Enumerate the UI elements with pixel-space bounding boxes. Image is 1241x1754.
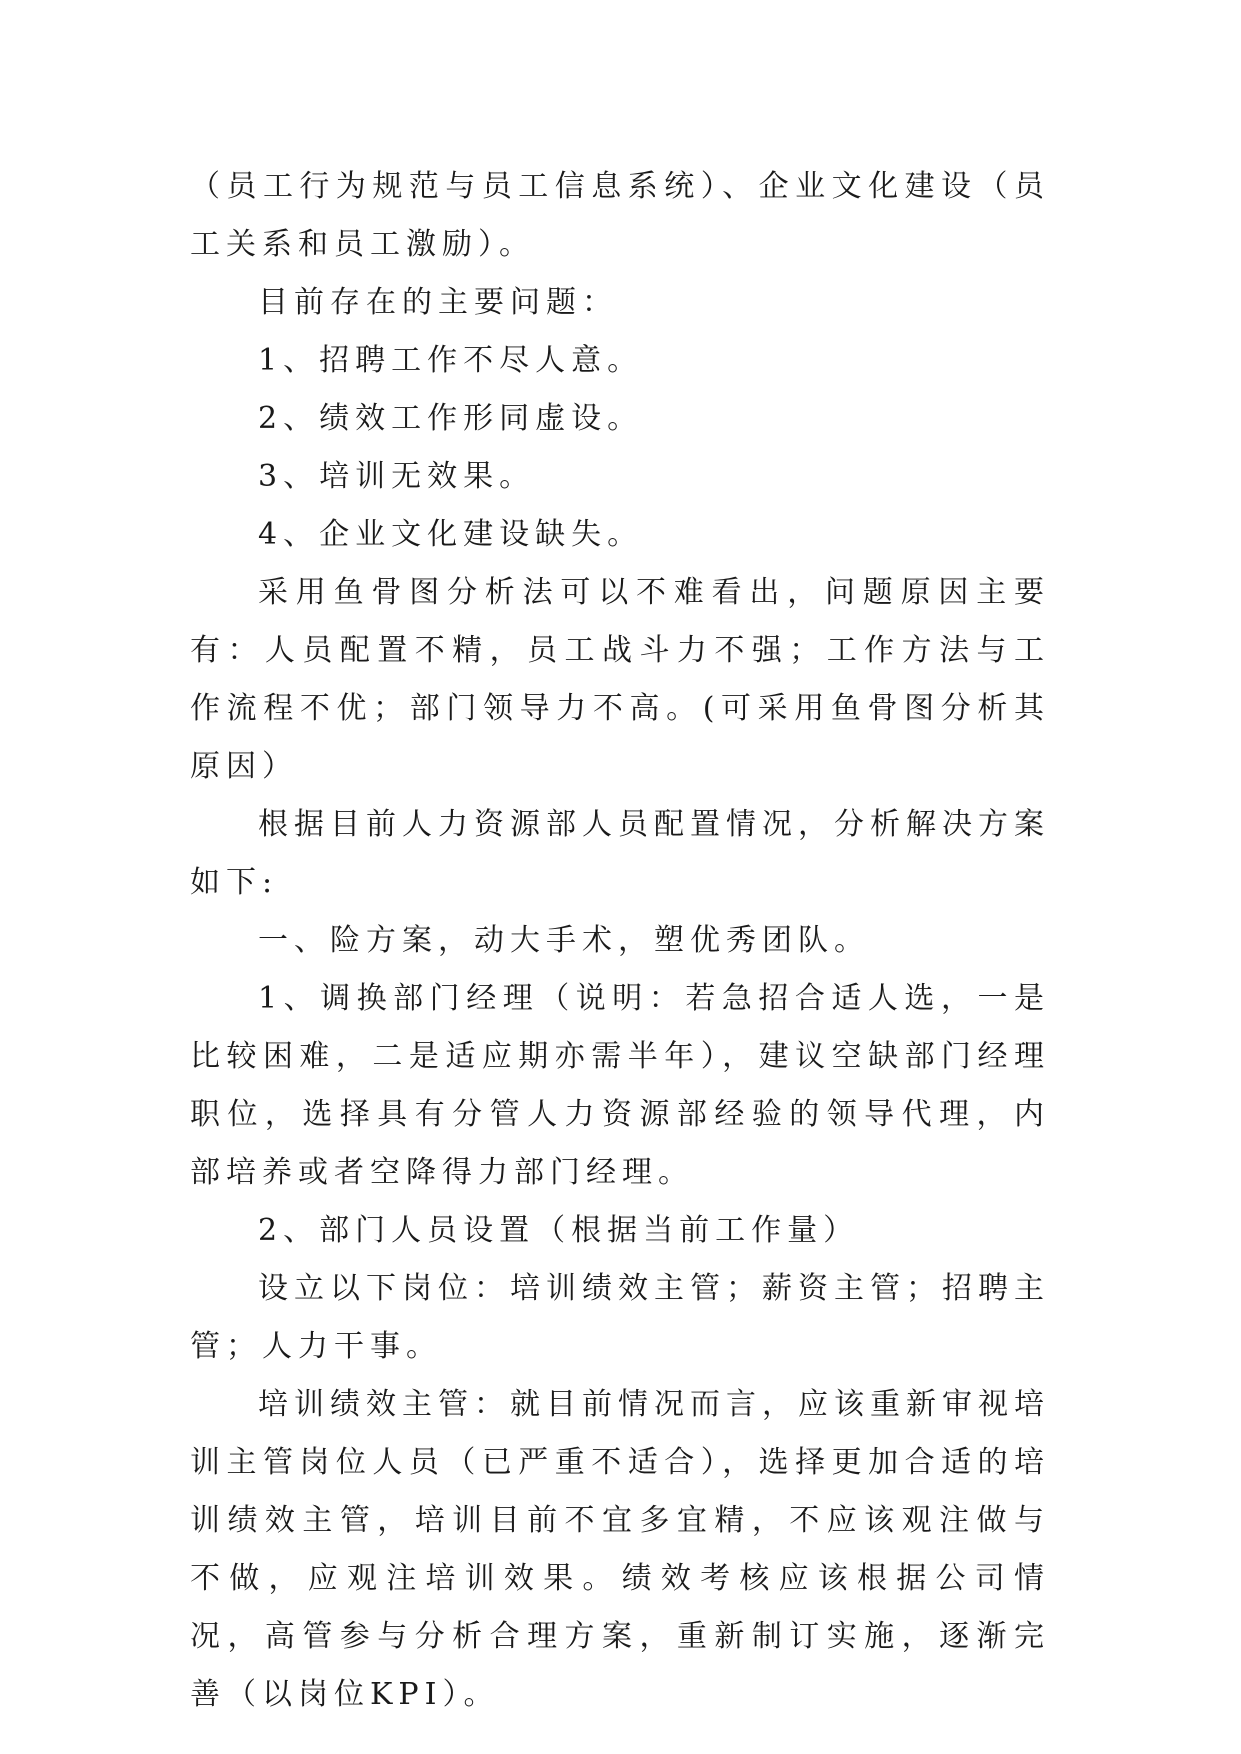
paragraph-fishbone-analysis: 采用鱼骨图分析法可以不难看出，问题原因主要有：人员配置不精，员工战斗力不强；工作方法与工作流程不优；部门领导力不高。(可采用鱼骨图分析其原因） xyxy=(190,575,1050,784)
paragraph-positions: 设立以下岗位：培训绩效主管；薪资主管；招聘主管；人力干事。 xyxy=(190,1271,1050,1364)
document-page xyxy=(190,158,1050,1724)
paragraph-training-supervisor: 培训绩效主管：就目前情况而言，应该重新审视培训主管岗位人员（已严重不适合），选择更加合适的培训绩效主管，培训目前不宜多宜精，不应该观注做与不做，应观注培训效果。绩效考核应该根据公司情况，高管参与分析合理方案，重新制订实施，逐渐完善（以岗位KPI）。 xyxy=(190,1387,1050,1712)
paragraph-problem-1: 1、招聘工作不尽人意。 xyxy=(258,343,644,378)
paragraph-problems-heading: 目前存在的主要问题： xyxy=(258,285,618,320)
paragraph-plan-heading: 一、险方案，动大手术，塑优秀团队。 xyxy=(258,923,870,958)
paragraph-problem-2: 2、绩效工作形同虚设。 xyxy=(258,401,644,436)
paragraph-plan-item-2: 2、部门人员设置（根据当前工作量） xyxy=(258,1213,860,1248)
paragraph-plan-item-1: 1、调换部门经理（说明：若急招合适人选，一是比较困难，二是适应期亦需半年），建议空缺部门经理职位，选择具有分管人力资源部经验的领导代理，内部培养或者空降得力部门经理。 xyxy=(190,981,1050,1190)
paragraph-continuation: （员工行为规范与员工信息系统）、企业文化建设（员工关系和员工激励）。 xyxy=(190,169,1050,262)
paragraph-problem-4: 4、企业文化建设缺失。 xyxy=(258,517,644,552)
paragraph-solution-intro: 根据目前人力资源部人员配置情况，分析解决方案如下: xyxy=(190,807,1050,900)
paragraph-problem-3: 3、培训无效果。 xyxy=(258,459,536,494)
